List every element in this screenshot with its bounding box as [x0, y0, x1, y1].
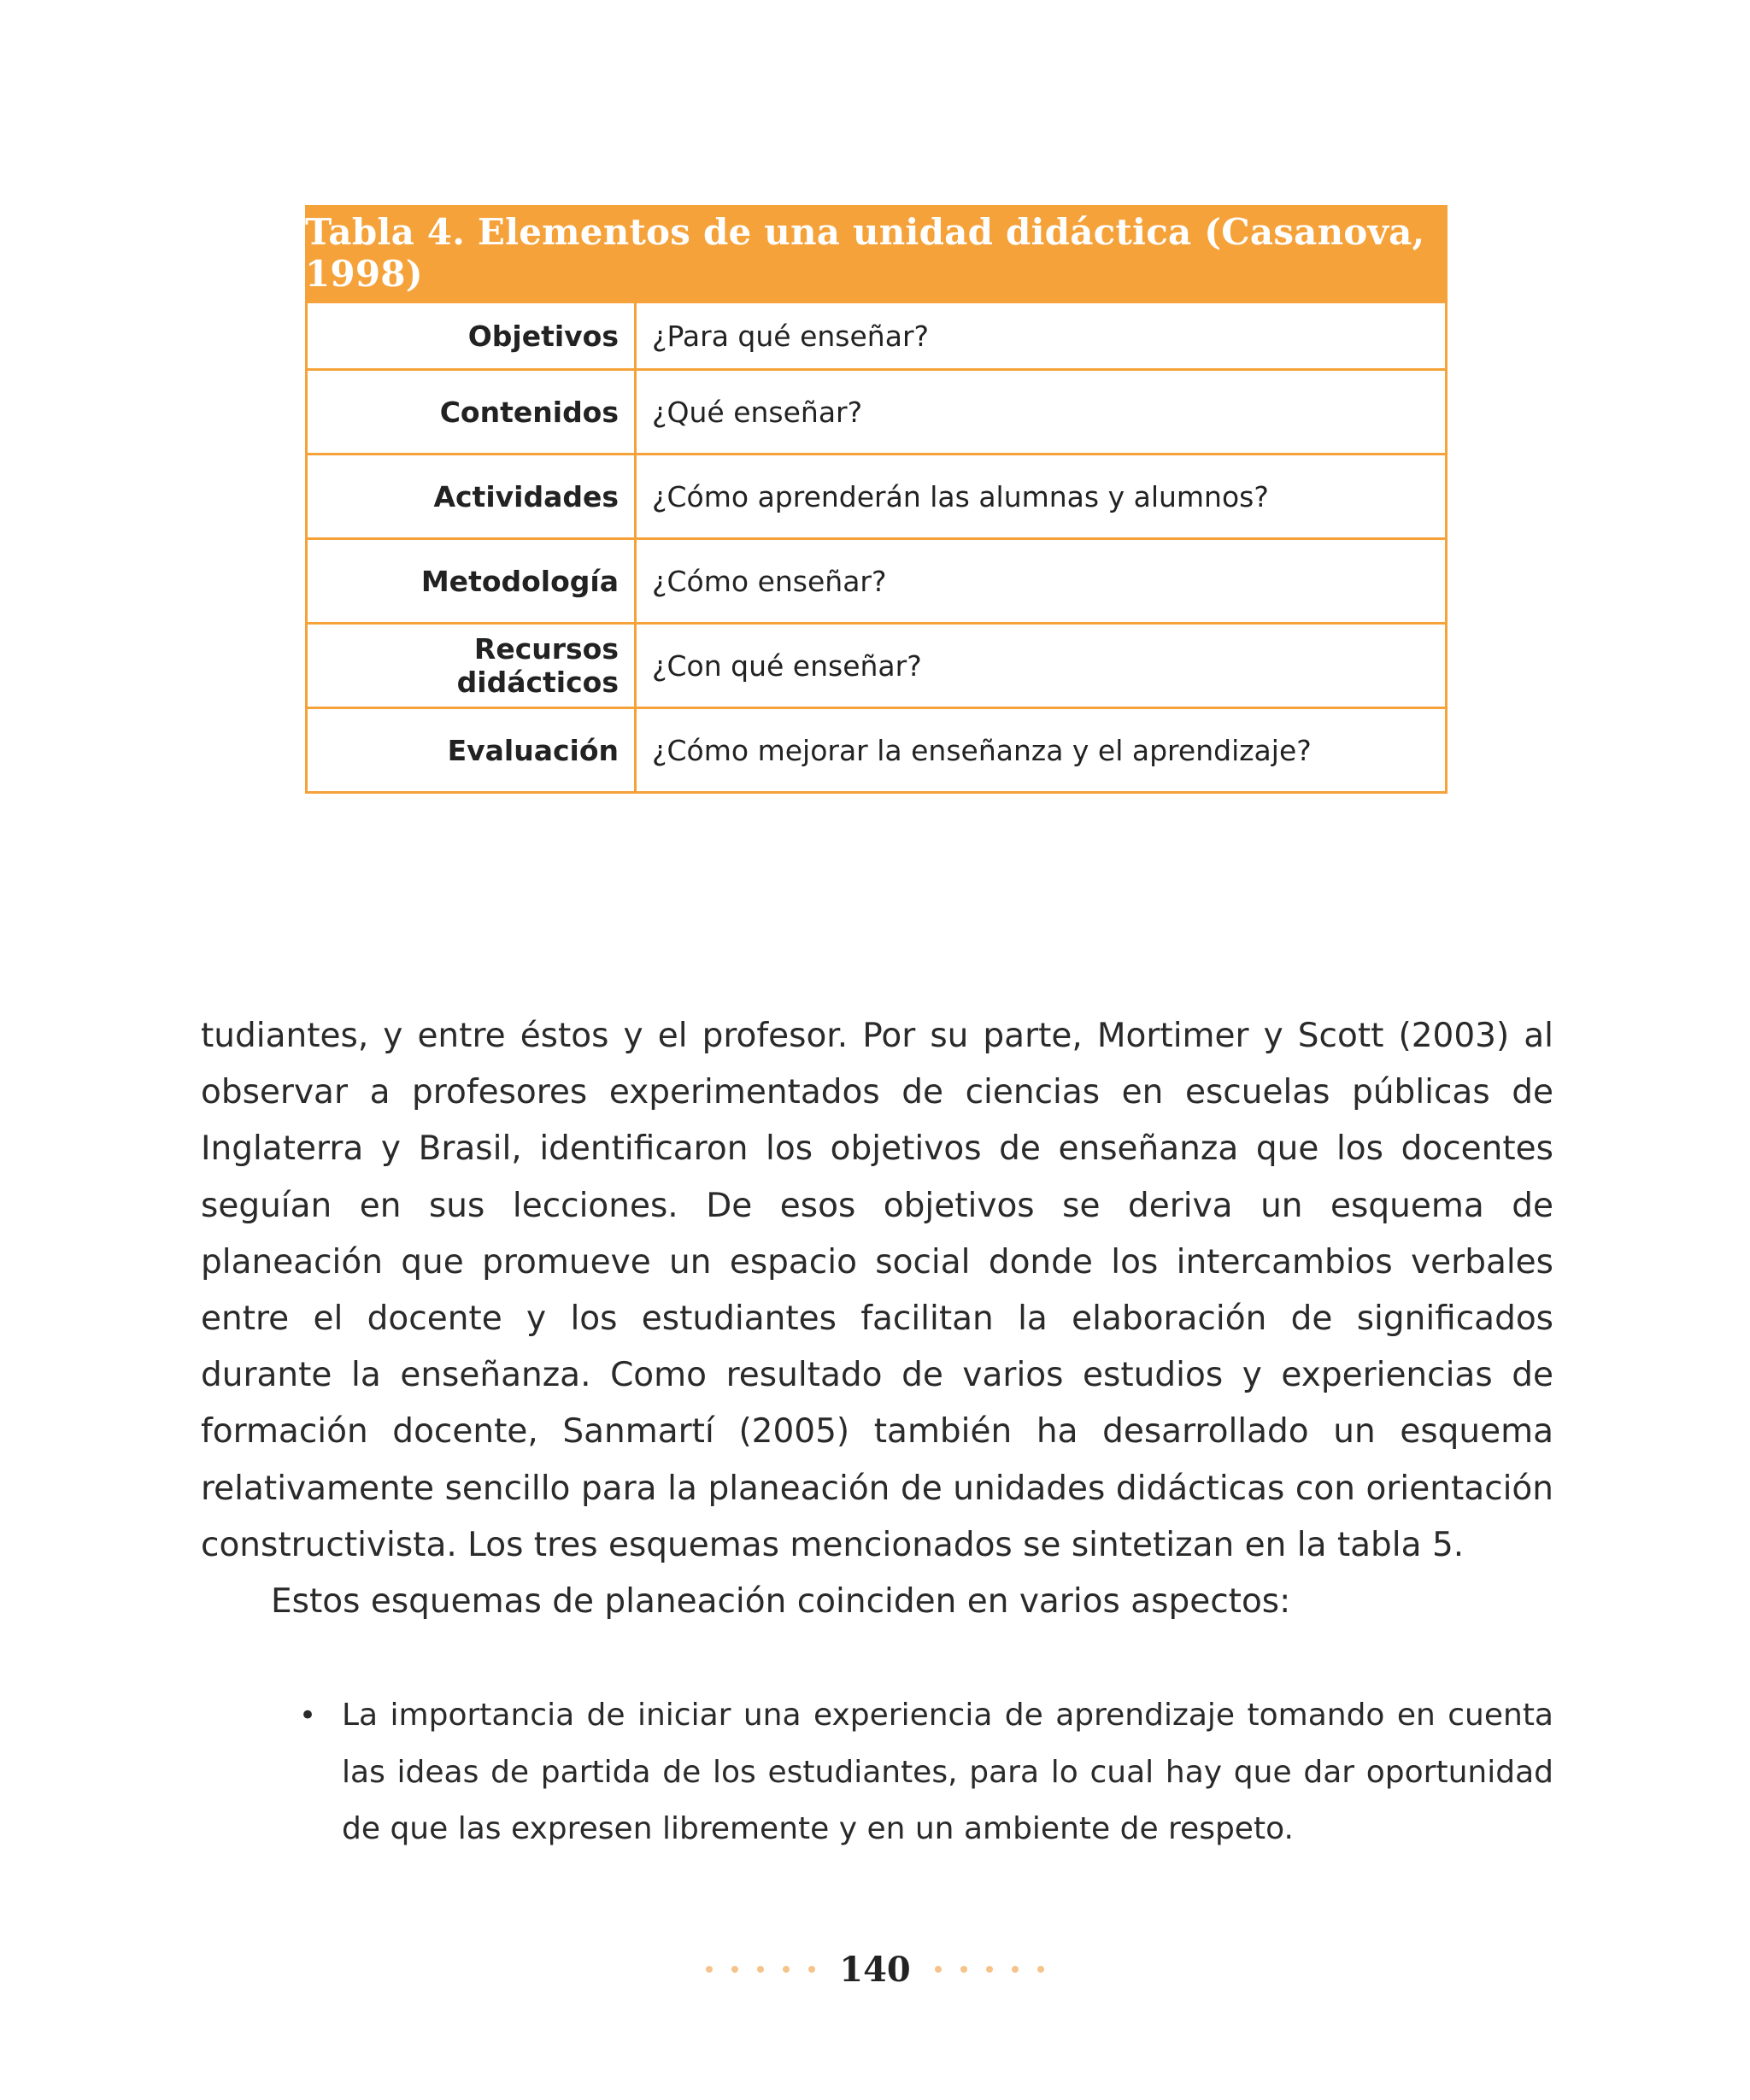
body-paragraph-intro-list: Estos esquemas de planeación coinciden en varios aspectos: [271, 1582, 1291, 1621]
row-question: ¿Qué enseñar? [636, 370, 1447, 455]
table-row [307, 708, 1447, 793]
table-row [307, 624, 1447, 708]
row-label: Recursos didácticos [307, 624, 636, 708]
footer-dots-left [706, 1966, 815, 1973]
row-question: ¿Cómo mejorar la enseñanza y el aprendizaje? [636, 708, 1447, 793]
row-question: ¿Para qué enseñar? [636, 302, 1447, 370]
dot-icon [706, 1966, 713, 1973]
row-label: Evaluación [307, 708, 636, 793]
bullet-list [299, 1687, 1553, 1858]
bullet-icon: • [299, 1698, 317, 1733]
elements-table [305, 205, 1448, 794]
dot-icon [960, 1966, 967, 1973]
dot-icon [808, 1966, 815, 1973]
dot-icon [731, 1966, 738, 1973]
table-title: Tabla 4. Elementos de una unidad didáctica (Casanova, 1998) [305, 205, 1448, 301]
table-row [307, 370, 1447, 455]
dot-icon [757, 1966, 764, 1973]
body-paragraph: tudiantes, y entre éstos y el profesor. Por su parte, Mortimer y Scott (2003) al observar a profesores experimentados de ciencias en escuelas públicas de Inglaterra y Brasil, identificaron los objetivos de enseñanza que los docentes seguían en sus lecciones. De esos objetivos se deriva un esquema de planeación que promueve un espacio social donde los intercambios verbales entre el docente y los estudiantes facilitan la elaboración de significados durante la enseñanza. Como resultado de varios estudios y experiencias de formación docente, Sanmartí (2005) también ha desarrollado un esquema relativamente sencillo para la planeación de unidades didácticas con orientación constructivista. Los tres esquemas mencionados se sintetizan en la tabla 5. [201, 1017, 1553, 1564]
dot-icon [1012, 1966, 1019, 1973]
dot-icon [935, 1966, 942, 1973]
row-label: Metodología [307, 539, 636, 624]
dot-icon [986, 1966, 993, 1973]
table-row [307, 455, 1447, 539]
elements-table-body [305, 301, 1448, 794]
row-label: Contenidos [307, 370, 636, 455]
page-number: 140 [839, 1949, 911, 1990]
dot-icon [783, 1966, 790, 1973]
list-item-text: La importancia de iniciar una experiencia de aprendizaje tomando en cuenta las ideas de partida de los estudiantes, para lo cual hay que dar oportunidad de que las expresen libremente y en un ambiente de respeto. [342, 1698, 1553, 1846]
table-row [307, 539, 1447, 624]
dot-icon [1037, 1966, 1044, 1973]
row-question: ¿Cómo enseñar? [636, 539, 1447, 624]
footer-dots-right [935, 1966, 1044, 1973]
row-label: Objetivos [307, 302, 636, 370]
row-question: ¿Con qué enseñar? [636, 624, 1447, 708]
list-item [299, 1687, 1553, 1858]
table-row [307, 302, 1447, 370]
page-footer [0, 1939, 1750, 1999]
row-question: ¿Cómo aprenderán las alumnas y alumnos? [636, 455, 1447, 539]
row-label: Actividades [307, 455, 636, 539]
